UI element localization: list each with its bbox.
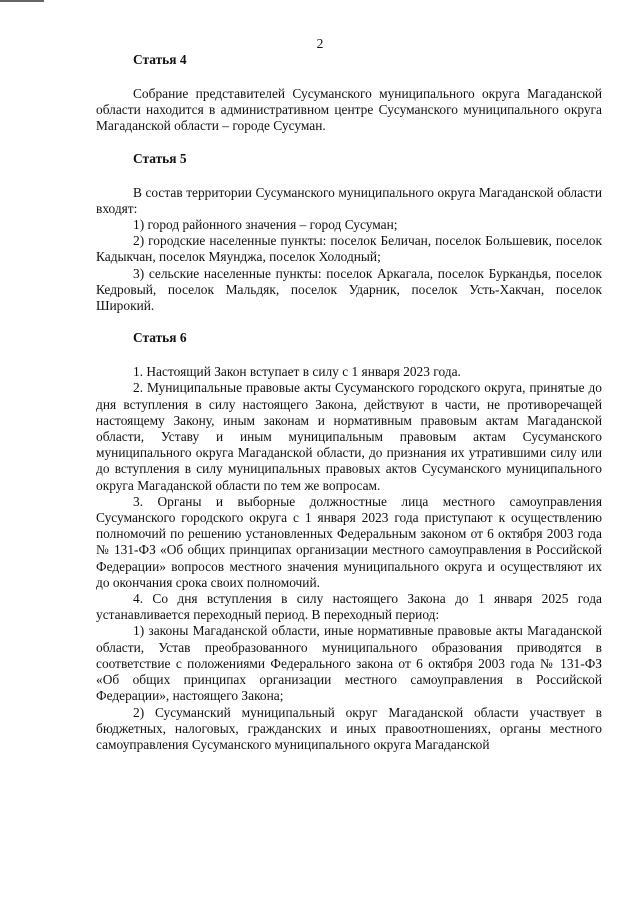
article-6-item: 1) законы Магаданской области, иные нормативные правовые акты Магаданской области, Устав преобразованного муниципального образования приводятся в соответствие с положениями Федерального закона от 6 октября 2003 года № 131-ФЗ «Об общих принципах организации местного самоуправления в Российской Федерации», настоящего Закона; — [96, 623, 602, 704]
article-5-item: 1) город районного значения – город Сусуман; — [133, 217, 398, 233]
article-4-title: Статья 4 — [133, 52, 187, 67]
article-6-paragraph: 3. Органы и выборные должностные лица местного самоуправления Сусуманского городского округа с 1 января 2023 года приступают к осуществлению полномочий по решению установленных Федеральным законом от 6 октября 2003 года № 131-ФЗ «Об общих принципах организации местного самоуправления в Российской Федерации» вопросов местного значения муниципального округа и осуществляют их до окончания срока своих полномочий. — [96, 493, 602, 590]
article-5-item: 3) сельские населенные пункты: поселок Аркагала, поселок Буркандья, поселок Кедровый, поселок Мальдяк, поселок Ударник, поселок Усть-Хакчан, поселок Широкий. — [96, 265, 602, 314]
page-number: 2 — [316, 36, 324, 51]
article-6-item: 2) Сусуманский муниципальный округ Магаданской области участвует в бюджетных, налоговых, гражданских и иных правоотношениях, органы местного самоуправления Сусуманского муниципального округа Магаданской — [96, 704, 602, 752]
article-6-paragraph: 1. Настоящий Закон вступает в силу с 1 января 2023 года. — [133, 364, 461, 380]
article-5-paragraph: В состав территории Сусуманского муниципального округа Магаданской области входят: — [96, 184, 602, 216]
document-body — [96, 52, 602, 753]
article-5-title: Статья 5 — [133, 150, 187, 166]
top-rule — [0, 0, 44, 2]
article-6-title: Статья 6 — [133, 330, 187, 346]
article-5-item: 2) городские населенные пункты: поселок Беличан, поселок Большевик, поселок Кадыкчан, поселок Мяунджа, поселок Холодный; — [96, 233, 602, 265]
article-4-paragraph: Собрание представителей Сусуманского муниципального округа Магаданской области находится в административном центре Сусуманского муниципального округа Магаданской области – городе Сусуман. — [96, 86, 602, 134]
article-6-paragraph: 4. Со дня вступления в силу настоящего Закона до 1 января 2025 года устанавливается переходный период. В переходный период: — [96, 591, 602, 623]
article-6-paragraph: 2. Муниципальные правовые акты Сусуманского городского округа, принятые до дня вступления в силу настоящего Закона, действуют в части, не противоречащей настоящему Закону, иным законам и нормативным правовым актам Магаданской области, Уставу и иным муниципальным правовым актам Сусуманского муниципального округа Магаданской области, до признания их утратившими силу или до вступления в силу муниципальных правовых актов Сусуманского муниципального округа Магаданской области по тем же вопросам. — [96, 380, 602, 493]
